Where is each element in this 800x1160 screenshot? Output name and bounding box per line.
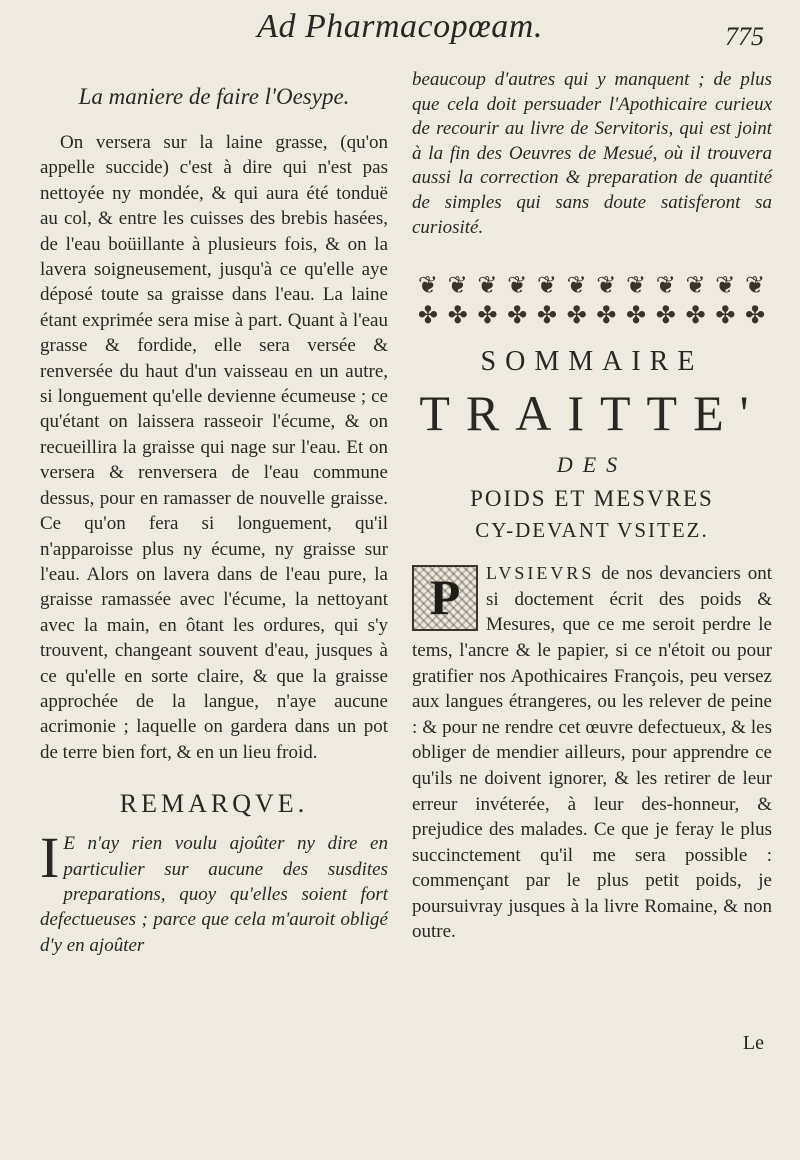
ornament-band [412, 270, 772, 330]
continuation-paragraph: beaucoup d'autres qui y manquent ; de plus que cela doit persuader l'Apothicaire curieux de recourir au livre de Servitoris, qui est joint à la fin des Oeuvres de Mesué, où il trouvera aussi la correction & preparation de quantité de simples qui sans doute satisferont sa curiosité. [412, 69, 772, 238]
ornament-row-bottom: ✤ ✤ ✤ ✤ ✤ ✤ ✤ ✤ ✤ ✤ ✤ ✤ [417, 301, 767, 330]
catchword: Le [742, 1032, 764, 1054]
ornament-row-top: ❦ ❦ ❦ ❦ ❦ ❦ ❦ ❦ ❦ ❦ ❦ ❦ [417, 271, 767, 300]
remarque-dropcap: I [40, 825, 60, 891]
lead-smallcaps: LVSIEVRS [486, 563, 595, 584]
traitte-body: de nos devanciers ont si doctement écrit des poids & Mesures, que ce me seroit perdre le tems, l'ancre & le papier, si ce n'étoit ou pour gratifier nos Apothicaires François, peu versez aux langues étrangeres, ou les relever de peine : & pour ne rendre cet œuvre defectueux, & les obliger de mendier ailleurs, pour apprendre ce qu'ils ne doivent ignorer, & les retirer de leur erreur invéterée, à leur des-honneur, & prejudice des malades. Ce que je feray le plus succinctement qu'il me sera possible : commençant par le plus petit poids, je poursuivray jusques à la livre Romaine, & non outre. [412, 563, 772, 943]
page-number: 775 [725, 22, 764, 51]
remarque-paragraph [40, 825, 388, 958]
oesype-paragraph: On versera sur la laine grasse, (qu'on appelle succide) c'est à dire qui n'est pas nettoyée ny mondée, & qui aura été tonduë au col, & entre les cuisses des brebis hasées, de l'eau boüillante à plusieurs fois, & on la lavera soigneusement, jusqu'à ce qu'elle aye déposé toute sa graisse dans l'eau. La laine étant exprimée sera mise à part. Quant à l'eau grasse & fordide, elle sera versée & renversée du haut d'un vaisseau en un autre, si longuement qu'elle devienne écumeuse ; ce qu'étant on laissera rasseoir l'écume, & on recueillira la graisse qui nage sur l'eau. Et on versera & renversera de l'eau commune dessus, pour en ramasser de nouvelle graisse. Ce qu'on fera si longuement, qu'il n'apparoisse plus ny écume, ny graisse sur l'eau. Alors on lavera dans de l'eau pure, la graisse ramassée avec l'écume, la nettoyant avec la main, en ôtant les ordures, qui s'y trouvent, changeant souvent d'eau, jusques à ce qu'elle en sorte claire, & que la graisse approchée de la langue, n'aye aucune acrimonie ; laquelle on gardera dans un pot de terre bien fort, & en un lieu froid. [40, 132, 388, 763]
poids-heading: POIDS ET MESVRES [470, 486, 714, 512]
des-heading: DES [556, 452, 628, 478]
left-column [40, 68, 388, 958]
remarque-heading: REMARQVE. [119, 789, 309, 819]
sommaire-heading: SOMMAIRE [480, 346, 704, 378]
right-column [412, 68, 772, 945]
ornamental-dropcap [412, 565, 478, 631]
traitte-heading: TRAITTE' [419, 385, 765, 442]
dropcap-letter: P [429, 569, 461, 626]
section-title: La maniere de faire l'Oesype. [78, 84, 350, 109]
remarque-text: E n'ay rien voulu ajoûter ny dire en particulier sur aucune des susdites preparations, quoy qu'elles soient fort defectueuses ; parce que cela m'auroit obligé d'y en ajoûter [40, 833, 388, 956]
cydevant-heading: CY-DEVANT VSITEZ. [475, 518, 709, 543]
traitte-paragraph [412, 561, 772, 945]
running-head: Ad Pharmacopœam. [257, 8, 543, 45]
